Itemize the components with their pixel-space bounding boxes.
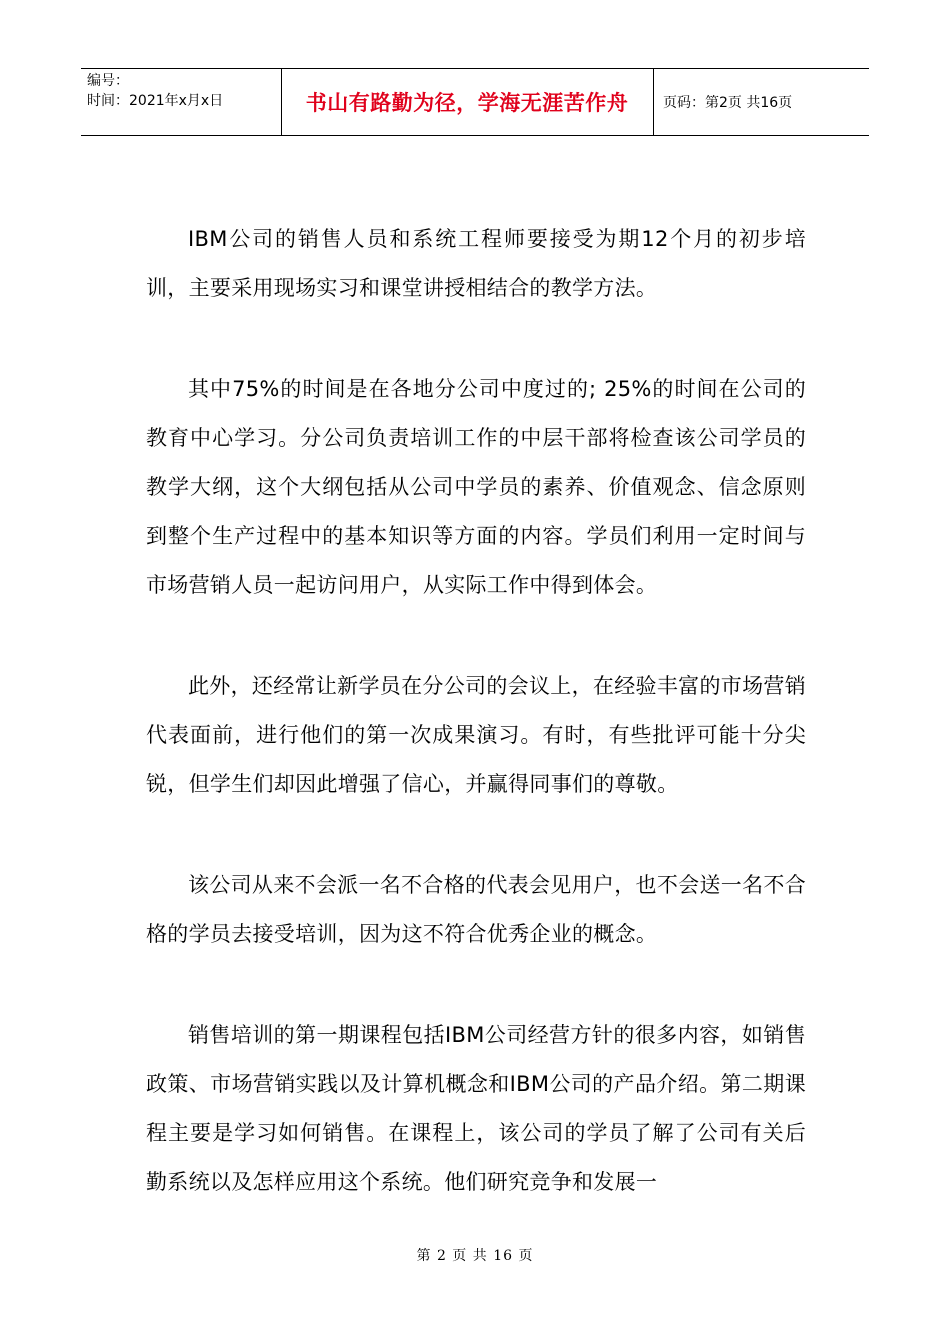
paragraph: 销售培训的第一期课程包括IBM公司经营方针的很多内容，如销售政策、市场营销实践以及计算机概念和IBM公司的产品介绍。第二期课程主要是学习如何销售。在课程上，该公司的学员了解了公司有关后勤系统以及怎样应用这个系统。他们研究竞争和发展一 [146,1023,806,1194]
document-body [146,215,806,1259]
page-footer: 第 2 页 共 16 页 [416,1248,534,1264]
header-divider-right [653,69,654,135]
document-time-label: 时间：2021年x月x日 [87,93,224,109]
header-page-info: 页码：第2页 共16页 [663,95,793,111]
header-motto: 书山有路勤为径，学海无涯苦作舟 [305,91,629,115]
paragraph: 此外，还经常让新学员在分公司的会议上，在经验丰富的市场营销代表面前，进行他们的第一次成果演习。有时，有些批评可能十分尖锐，但学生们却因此增强了信心，并赢得同事们的尊敬。 [146,674,806,796]
paragraph: 该公司从来不会派一名不合格的代表会见用户，也不会送一名不合格的学员去接受培训，因为这不符合优秀企业的概念。 [146,873,806,946]
document-number-label: 编号： [87,73,129,89]
document-header [81,68,869,136]
paragraph: 其中75%的时间是在各地分公司中度过的; 25%的时间在公司的教育中心学习。分公司负责培训工作的中层干部将检查该公司学员的教学大纲，这个大纲包括从公司中学员的素养、价值观念、信念原则到整个生产过程中的基本知识等方面的内容。学员们利用一定时间与市场营销人员一起访问用户，从实际工作中得到体会。 [146,377,806,597]
header-meta [87,71,282,111]
paragraph: IBM公司的销售人员和系统工程师要接受为期12个月的初步培训，主要采用现场实习和课堂讲授相结合的教学方法。 [146,227,806,300]
